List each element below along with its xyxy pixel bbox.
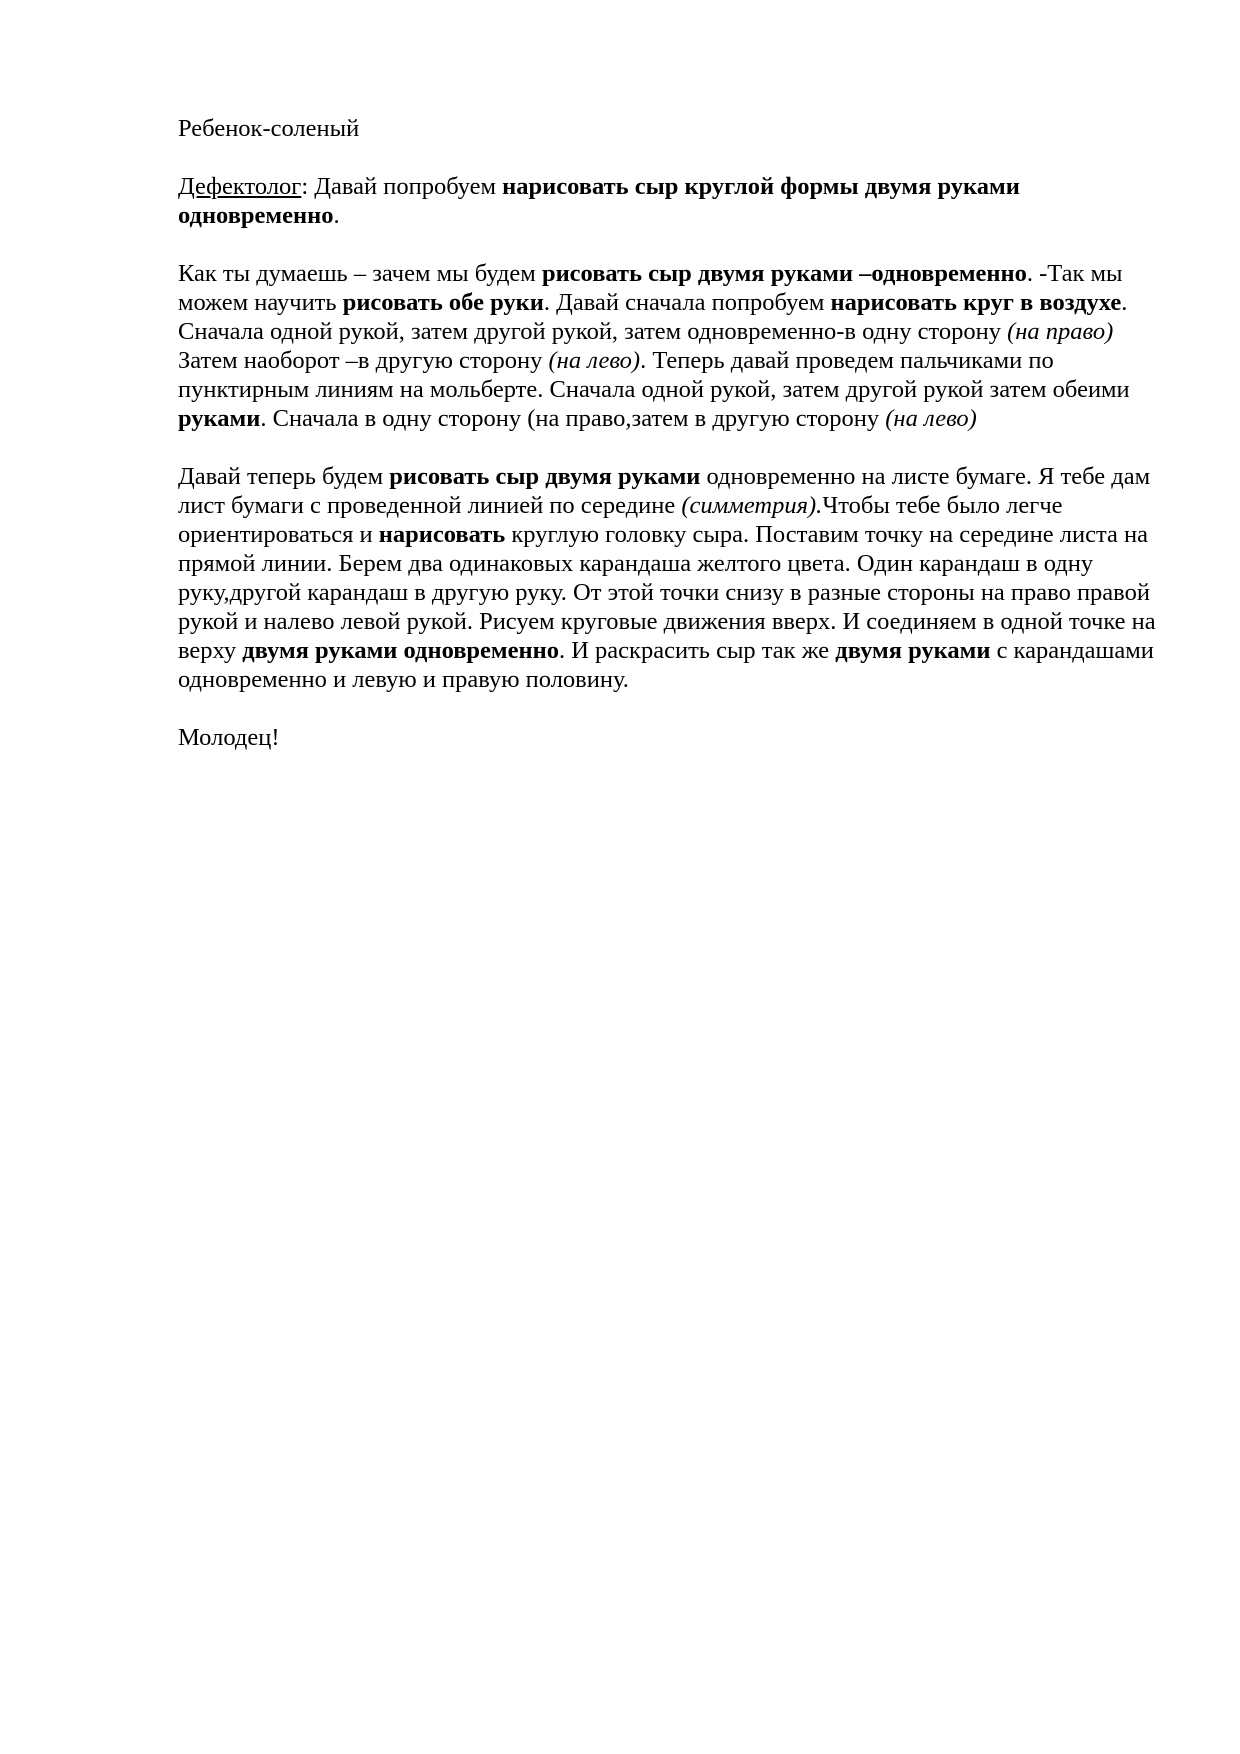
text-run: . Давай сначала попробуем xyxy=(543,289,831,316)
bold-run: рисовать сыр двумя руками –одновременно xyxy=(541,260,1027,287)
document-title: Ребенок-соленый xyxy=(178,115,360,142)
bold-run: рисовать сыр двумя руками xyxy=(389,463,701,490)
closing-text: Молодец! xyxy=(178,724,280,751)
italic-run: (на право) xyxy=(1007,318,1114,345)
italic-run: (на лево) xyxy=(885,405,977,432)
bold-run: руками xyxy=(178,405,261,432)
text-run: . Сначала одной рукой, затем другой рукой, затем одновременно-в одну сторону xyxy=(178,289,1128,345)
bold-run: нарисовать круг в воздухе xyxy=(830,289,1122,316)
text-run: Как ты думаешь – зачем мы будем xyxy=(178,260,542,287)
bold-run: двумя руками одновременно xyxy=(242,637,559,664)
text-run: . Сначала в одну сторону (на право,затем в другую сторону xyxy=(260,405,886,432)
text-run: Давай теперь будем xyxy=(178,463,390,490)
bold-run: нарисовать сыр круглой формы двумя руками одновременно xyxy=(178,173,1020,229)
text-run: . И раскрасить сыр так же xyxy=(558,637,836,664)
speaker-label: Дефектолог xyxy=(178,173,302,200)
paragraph-air-drawing xyxy=(178,259,1163,433)
text-run: : Давай попробуем xyxy=(301,173,503,200)
text-run: Затем наоборот –в другую сторону xyxy=(178,347,549,374)
italic-run: (симметрия). xyxy=(681,492,823,519)
text-run: . -Так мы можем научить xyxy=(178,260,1123,316)
paragraph-intro xyxy=(178,172,1163,230)
document-body xyxy=(178,114,1163,781)
text-run: . xyxy=(333,202,340,229)
bold-run: нарисовать xyxy=(378,521,506,548)
text-run: с карандашами одновременно и левую и правую половину. xyxy=(178,637,1154,693)
paragraph-paper-drawing xyxy=(178,462,1163,694)
italic-run: (на лево) xyxy=(548,347,641,374)
bold-run: двумя руками xyxy=(835,637,991,664)
text-run: одновременно на листе бумаге. Я тебе дам лист бумаги с проведенной линией по середине xyxy=(178,463,1151,519)
text-run: . Теперь давай проведем пальчиками по пунктирным линиям на мольберте. Сначала одной рукой, затем другой рукой затем обеими xyxy=(178,347,1130,403)
text-run: Чтобы тебе было легче ориентироваться и xyxy=(178,492,1063,548)
bold-run: рисовать обе руки xyxy=(342,289,544,316)
text-run: круглую головку сыра. Поставим точку на середине листа на прямой линии. Берем два одинаковых карандаша желтого цвета. Один карандаш в одну руку,другой карандаш в другую руку. От этой точки снизу в разные стороны на право правой рукой и налево левой рукой. Рисуем круговые движения вверх. И соединяем в одной точке на верху xyxy=(178,521,1156,664)
